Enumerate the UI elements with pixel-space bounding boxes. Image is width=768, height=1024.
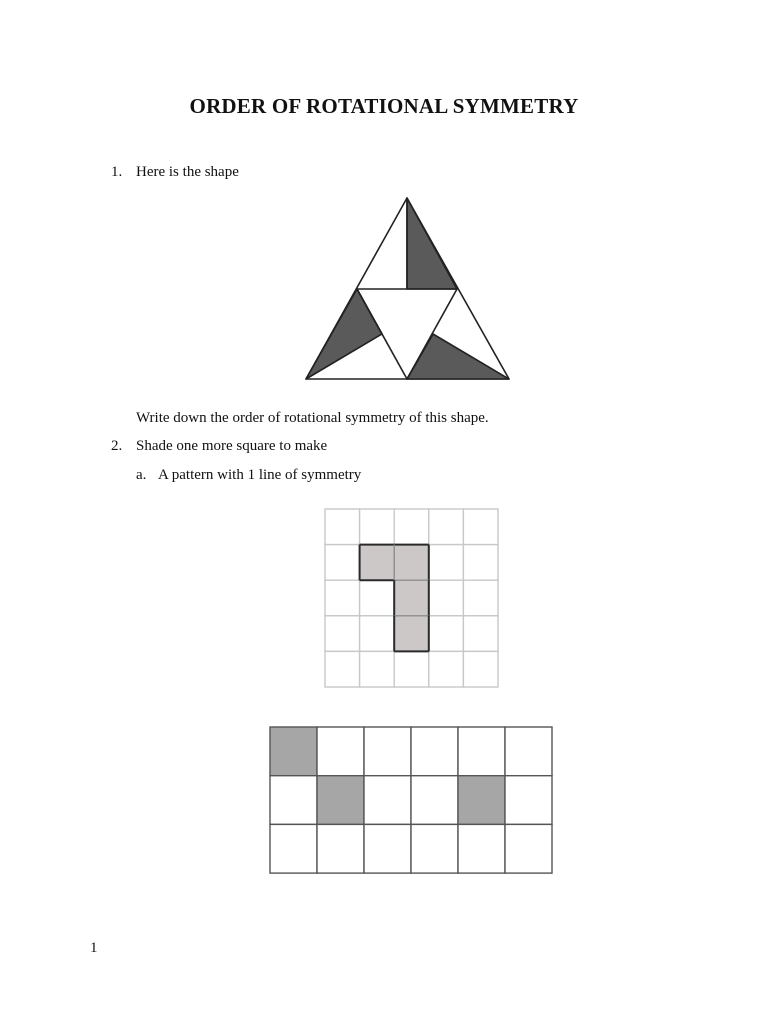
- triangle-dark-piece-top: [407, 198, 457, 289]
- grid-square[interactable]: [325, 580, 360, 616]
- grid-square[interactable]: [270, 776, 317, 825]
- shaded-square[interactable]: [394, 580, 429, 616]
- page-title: ORDER OF ROTATIONAL SYMMETRY: [189, 94, 579, 118]
- grid-square[interactable]: [505, 824, 552, 873]
- question-1-text: Here is the shape: [136, 164, 239, 180]
- grid-a-figure: [323, 507, 501, 689]
- grid-square[interactable]: [411, 776, 458, 825]
- grid-square[interactable]: [325, 545, 360, 581]
- grid-square[interactable]: [463, 545, 498, 581]
- divider-line: [407, 334, 433, 379]
- triangle-outline: [306, 198, 509, 379]
- grid-square[interactable]: [360, 509, 395, 545]
- shaded-square[interactable]: [458, 776, 505, 825]
- grid-square[interactable]: [463, 509, 498, 545]
- question-2-text: Shade one more square to make: [136, 438, 328, 454]
- grid-square[interactable]: [394, 509, 429, 545]
- shaded-square[interactable]: [270, 727, 317, 776]
- shaded-square[interactable]: [317, 776, 364, 825]
- shaded-square[interactable]: [394, 545, 429, 581]
- grid-square[interactable]: [429, 580, 464, 616]
- triangle-dark-piece-right: [407, 334, 509, 379]
- grid-square[interactable]: [270, 824, 317, 873]
- grid-square[interactable]: [394, 651, 429, 687]
- grid-square[interactable]: [325, 509, 360, 545]
- grid-square[interactable]: [463, 651, 498, 687]
- grid-square[interactable]: [429, 509, 464, 545]
- grid-square[interactable]: [317, 824, 364, 873]
- grid-square[interactable]: [505, 776, 552, 825]
- inner-triangle: [357, 289, 457, 379]
- question-2a-letter: a.: [136, 467, 147, 483]
- shaded-square[interactable]: [394, 616, 429, 652]
- question-1-instruction: Write down the order of rotational symmetry of this shape.: [136, 410, 489, 426]
- grid-square[interactable]: [364, 727, 411, 776]
- grid-square[interactable]: [463, 580, 498, 616]
- grid-square[interactable]: [325, 616, 360, 652]
- shaded-square[interactable]: [360, 545, 395, 581]
- grid-square[interactable]: [364, 776, 411, 825]
- grid-square[interactable]: [325, 651, 360, 687]
- grid-square[interactable]: [360, 651, 395, 687]
- divider-line: [357, 289, 382, 334]
- triangle-dark-piece-left: [306, 289, 382, 379]
- grid-square[interactable]: [463, 616, 498, 652]
- page-number: 1: [90, 940, 98, 956]
- grid-b-figure: [268, 725, 554, 875]
- grid-square[interactable]: [360, 580, 395, 616]
- grid-square[interactable]: [429, 651, 464, 687]
- grid-square[interactable]: [429, 545, 464, 581]
- grid-square[interactable]: [458, 727, 505, 776]
- grid-square[interactable]: [505, 727, 552, 776]
- grid-square[interactable]: [360, 616, 395, 652]
- grid-square[interactable]: [411, 824, 458, 873]
- grid-square[interactable]: [458, 824, 505, 873]
- grid-square[interactable]: [429, 616, 464, 652]
- grid-square[interactable]: [364, 824, 411, 873]
- grid-square[interactable]: [411, 727, 458, 776]
- question-1-number: 1.: [111, 164, 123, 180]
- grid-square[interactable]: [317, 727, 364, 776]
- question-2a-text: A pattern with 1 line of symmetry: [158, 467, 362, 483]
- question-2-number: 2.: [111, 438, 123, 454]
